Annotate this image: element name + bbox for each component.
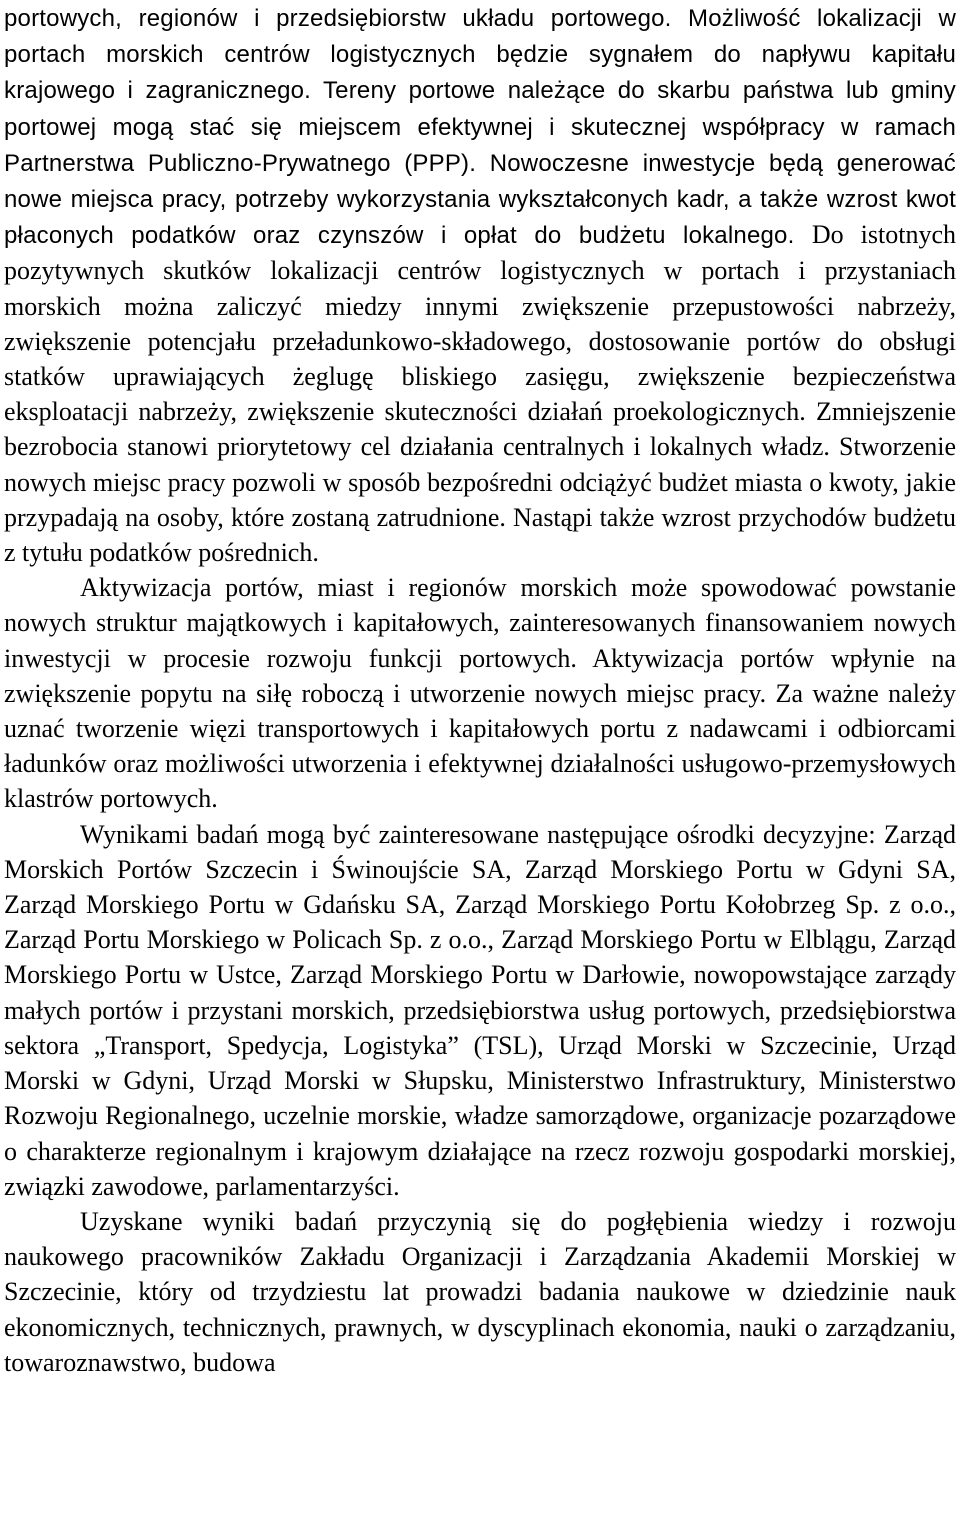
- paragraph-1-segment-sans: portowych, regionów i przedsiębiorstw układu portowego. Możliwość lokalizacji w portach morskich centrów logistycznych będzie sygnałem do napływu kapitału krajowego i zagranicznego. Tereny portowe należące do skarbu państwa lub gminy portowej mogą stać się miejscem efektywnej i skutecznej współpracy w ramach Partnerstwa Publiczno-Prywatnego (PPP). Nowoczesne inwestycje będą generować nowe miejsca pracy, potrzeby wykorzystania wykształconych kadr, a także wzrost kwot płaconych podatków oraz czynszów i opłat do budżetu lokalnego.: [4, 5, 956, 250]
- paragraph-1: [4, 0, 956, 570]
- paragraph-3: Wynikami badań mogą być zainteresowane następujące ośrodki decyzyjne: Zarząd Morskich Portów Szczecin i Świnoujście SA, Zarząd Morskiego Portu w Gdyni SA, Zarząd Morskiego Portu w Gdańsku SA, Zarząd Morskiego Portu Kołobrzeg Sp. z o.o., Zarząd Portu Morskiego w Policach Sp. z o.o., Zarząd Morskiego Portu w Elblągu, Zarząd Morskiego Portu w Ustce, Zarząd Morskiego Portu w Darłowie, nowopowstające zarządy małych portów i przystani morskich, przedsiębiorstwa usług portowych, przedsiębiorstwa sektora „Transport, Spedycja, Logistyka” (TSL), Urząd Morski w Szczecinie, Urząd Morski w Gdyni, Urząd Morski w Słupsku, Ministerstwo Infrastruktury, Ministerstwo Rozwoju Regionalnego, uczelnie morskie, władze samorządowe, organizacje pozarządowe o charakterze regionalnym i krajowym działające na rzecz rozwoju gospodarki morskiej, związki zawodowe, parlamentarzyści.: [4, 819, 956, 1201]
- paragraph-2: Aktywizacja portów, miast i regionów morskich może spowodować powstanie nowych struktur majątkowych i kapitałowych, zainteresowanych finansowaniem nowych inwestycji w procesie rozwoju funkcji portowych. Aktywizacja portów wpłynie na zwiększenie popytu na siłę roboczą i utworzenie nowych miejsc pracy. Za ważne należy uznać tworzenie więzi transportowych i kapitałowych portu z nadawcami i odbiorcami ładunków oraz możliwości utworzenia i efektywnej działalności usługowo-przemysłowych klastrów portowych.: [4, 573, 956, 814]
- paragraph-1-segment-serif: Do istotnych pozytywnych skutków lokalizacji centrów logistycznych w portach i przystaniach morskich można zaliczyć miedzy innymi zwiększenie przepustowości nabrzeży, zwiększenie potencjału przeładunkowo-składowego, dostosowanie portów do obsługi statków uprawiających żeglugę bliskiego zasięgu, zwiększenie bezpieczeństwa eksploatacji nabrzeży, zwiększenie skuteczności działań proekologicznych. Zmniejszenie bezrobocia stanowi priorytetowy cel działania centralnych i lokalnych władz. Stworzenie nowych miejsc pracy pozwoli w sposób bezpośredni odciążyć budżet miasta o kwoty, jakie przypadają na osoby, które zostaną zatrudnione. Nastąpi także wzrost przychodów budżetu z tytułu podatków pośrednich.: [4, 220, 957, 568]
- paragraph-4: Uzyskane wyniki badań przyczynią się do pogłębienia wiedzy i rozwoju naukowego pracowników Zakładu Organizacji i Zarządzania Akademii Morskiej w Szczecinie, który od trzydziestu lat prowadzi badania naukowe w dziedzinie nauk ekonomicznych, technicznych, prawnych, w dyscyplinach ekonomia, nauki o zarządzaniu, towaroznawstwo, budowa: [4, 1206, 956, 1377]
